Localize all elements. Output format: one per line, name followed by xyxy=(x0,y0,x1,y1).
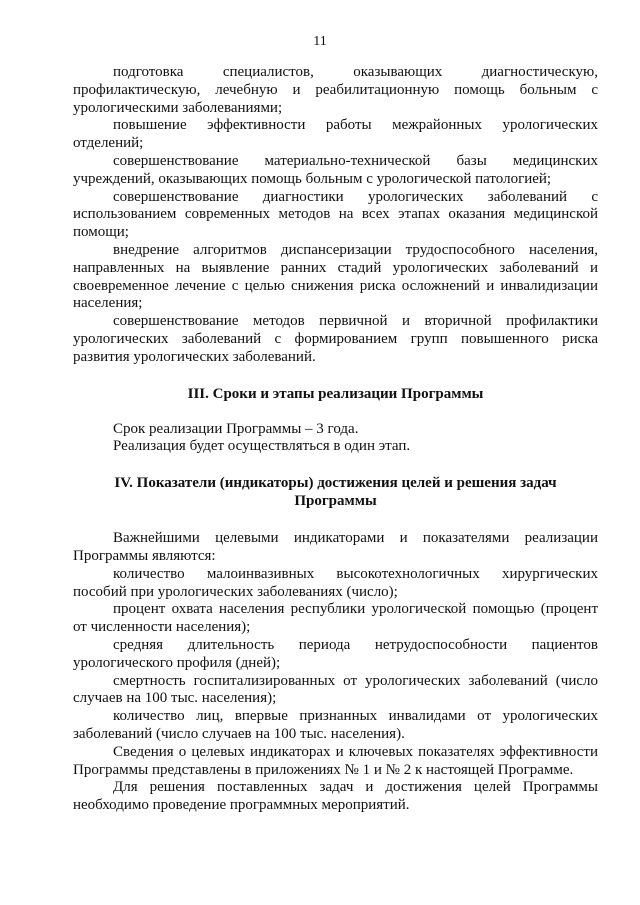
list-item: количество лиц, впервые признанных инвалидами от урологических заболеваний (число случаев на 100 тыс. населения). xyxy=(73,708,598,742)
paragraph: Срок реализации Программы – 3 года. xyxy=(113,420,359,437)
list-item: совершенствование материально-технической базы медицинских учреждений, оказывающих помощь больным с урологической патологией; xyxy=(73,152,598,187)
section-4-intro: Важнейшими целевыми индикаторами и показателями реализации Программы являются: xyxy=(73,530,598,564)
list-item: смертность госпитализированных от урологических заболеваний (число случаев на 100 тыс. населения); xyxy=(73,672,598,707)
section-3-heading: III. Сроки и этапы реализации Программы xyxy=(187,385,484,402)
paragraph: Сведения о целевых индикаторах и ключевых показателях эффективности Программы представлены в приложениях № 1 и № 2 к настоящей Программе. xyxy=(73,743,598,778)
paragraph: Реализация будет осуществляться в один этап. xyxy=(113,438,411,455)
page-number: 11 xyxy=(313,34,327,49)
list-item: процент охвата населения республики урологической помощью (процент от численности населения); xyxy=(73,601,598,636)
paragraph: Для решения поставленных задач и достижения целей Программы необходимо проведение программных мероприятий. xyxy=(73,779,598,814)
list-item: внедрение алгоритмов диспансеризации трудоспособного населения, направленных на выявление ранних стадий урологических заболеваний и своевременное лечение с целью снижения риска осложнений и инвалидизации населения; xyxy=(73,241,598,312)
list-item: количество малоинвазивных высокотехнологичных хирургических пособий при урологических заболеваниях (число); xyxy=(73,565,598,600)
section-4-heading: IV. Показатели (индикаторы) достижения целей и решения задач Программы xyxy=(114,475,557,510)
list-item: совершенствование диагностики урологических заболеваний с использованием современных методов на всех этапах оказания медицинской помощи; xyxy=(73,188,598,241)
list-item: средняя длительность периода нетрудоспособности пациентов урологического профиля (дней); xyxy=(73,636,598,671)
document-body xyxy=(73,64,598,815)
list-item: подготовка специалистов, оказывающих диагностическую, профилактическую, лечебную и реабилитационную помощь больным с урологическими заболеваниями; xyxy=(73,64,598,116)
list-item: совершенствование методов первичной и вторичной профилактики урологических заболеваний с формированием групп повышенного риска развития урологических заболеваний. xyxy=(73,313,598,365)
list-item: повышение эффективности работы межрайонных урологических отделений; xyxy=(73,117,598,152)
